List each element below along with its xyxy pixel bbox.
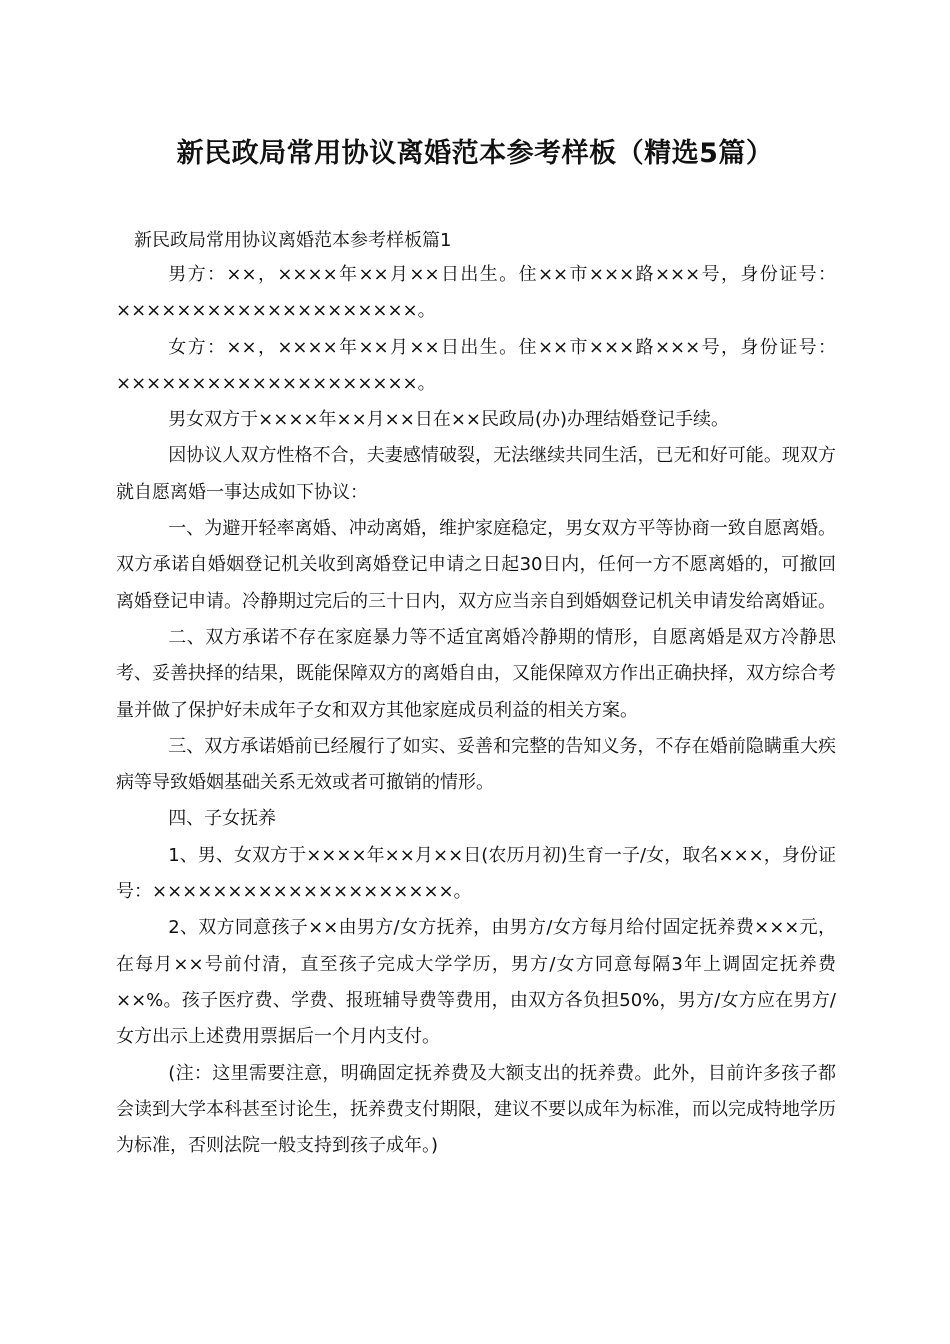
document-title: 新民政局常用协议离婚范本参考样板（精选5篇） bbox=[176, 138, 774, 169]
paragraph-divorce-reason: 因协议人双方性格不合，夫妻感情破裂，无法继续共同生活，已无和好可能。现双方就自愿离婚一事达成如下协议： bbox=[116, 445, 836, 503]
paragraph-clause-2: 二、双方承诺不存在家庭暴力等不适宜离婚冷静期的情形，自愿离婚是双方冷静思考、妥善抉择的结果，既能保障双方的离婚自由，又能保障双方作出正确抉择，双方综合考量并做了保护好未成年子女和双方其他家庭成员利益的相关方案。 bbox=[116, 626, 836, 721]
section-heading: 新民政局常用协议离婚范本参考样板篇1 bbox=[134, 230, 452, 251]
paragraph-clause-1: 一、为避开轻率离婚、冲动离婚，维护家庭稳定，男女双方平等协商一致自愿离婚。双方承诺自婚姻登记机关收到离婚登记申请之日起30日内，任何一方不愿离婚的，可撤回离婚登记申请。冷静期过完后的三十日内，双方应当亲自到婚姻登记机关申请发给离婚证。 bbox=[116, 518, 836, 612]
paragraph-note: (注：这里需要注意，明确固定抚养费及大额支出的抚养费。此外，目前许多孩子都会读到大学本科甚至讨论生，抚养费支付期限，建议不要以成年为标准，而以完成特地学历为标准，否则法院一般支持到孩子成年。) bbox=[116, 1062, 836, 1157]
paragraph-child-support: 2、双方同意孩子××由男方/女方抚养，由男方/女方每月给付固定抚养费×××元，在每月××号前付清，直至孩子完成大学学历，男方/女方同意每隔3年上调固定抚养费××%。孩子医疗费、学费、报班辅导费等费用，由双方各负担50%，男方/女方应在男方/女方出示上述费用票据后一个月内支付。 bbox=[116, 917, 836, 1048]
paragraph-child-birth: 1、男、女双方于××××年××月××日(农历月初)生育一子/女，取名×××，身份证号：××××××××××××××××××××。 bbox=[116, 844, 836, 903]
paragraph-clause-4-heading: 四、子女抚养 bbox=[168, 808, 277, 830]
paragraph-wife-info: 女方：××，××××年××月××日出生。住××市×××路×××号，身份证号：××××××××××××××××××××。 bbox=[116, 336, 836, 394]
paragraph-clause-3: 三、双方承诺婚前已经履行了如实、妥善和完整的告知义务，不存在婚前隐瞒重大疾病等导致婚姻基础关系无效或者可撤销的情形。 bbox=[116, 735, 836, 794]
paragraph-husband-info: 男方：××，××××年××月××日出生。住××市×××路×××号，身份证号：××××××××××××××××××××。 bbox=[116, 264, 836, 322]
document-body bbox=[116, 257, 836, 1164]
paragraph-marriage-registration: 男女双方于××××年××月××日在××民政局(办)办理结婚登记手续。 bbox=[168, 409, 730, 431]
